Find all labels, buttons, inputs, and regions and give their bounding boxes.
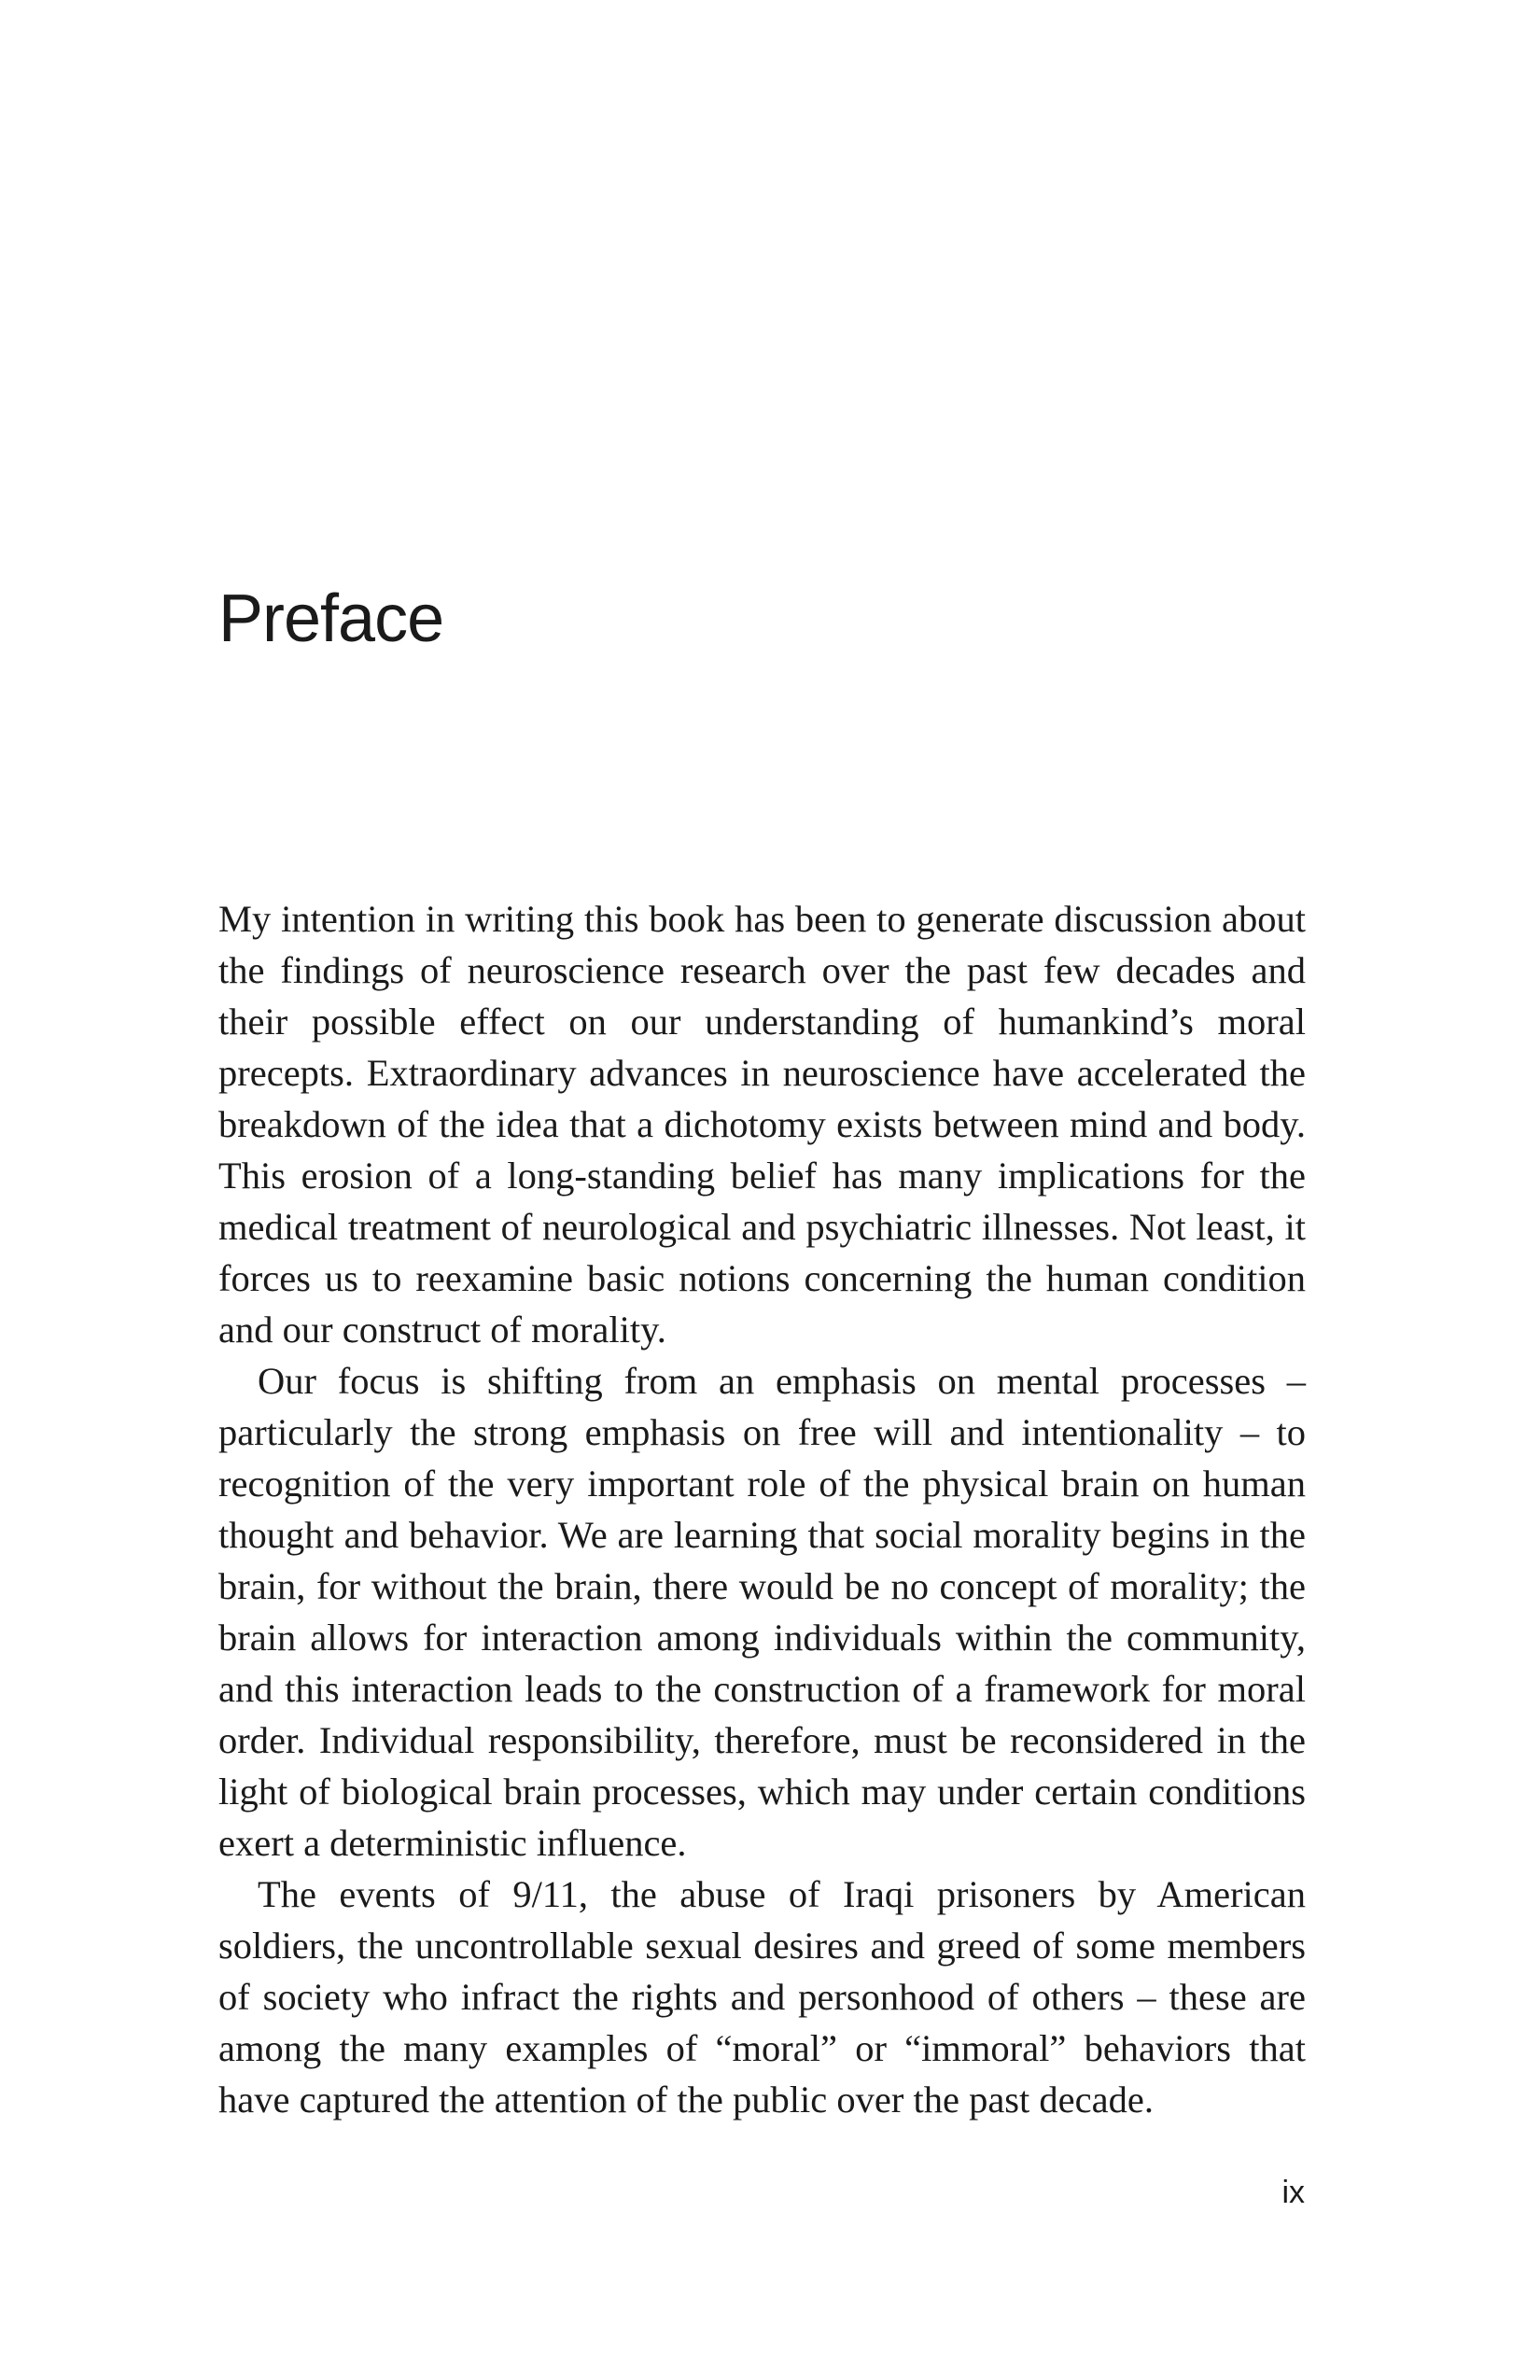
preface-body [218, 893, 1306, 2125]
paragraph-1: My intention in writing this book has been to generate discussion about the findings of neuroscience research over the past few decades and their possible effect on our understanding of humankind’s moral precepts. Extraordinary advances in neuroscience have accelerated the breakdown of the idea that a dichotomy exists between mind and body. This erosion of a long-standing belief has many implications for the medical treatment of neurological and psychiatric illnesses. Not least, it forces us to reexamine basic notions concerning the human condition and our construct of morality. [218, 898, 1306, 1351]
chapter-title: Preface [218, 581, 444, 656]
paragraph-3: The events of 9/11, the abuse of Iraqi prisoners by American soldiers, the uncontrollable sexual desires and greed of some members of society who infract the rights and personhood of others – these are among the many examples of “moral” or “immoral” behaviors that have captured the attention of the public over the past decade. [218, 1873, 1306, 2121]
page-number: ix [1281, 2175, 1305, 2210]
paragraph-2: Our focus is shifting from an emphasis on mental processes – particularly the strong emphasis on free will and intentionality – to recognition of the very important role of the physical brain on human thought and behavior. We are learning that social morality begins in the brain, for without the brain, there would be no concept of morality; the brain allows for interaction among individuals within the community, and this interaction leads to the construction of a framework for moral order. Individual responsibility, therefore, must be reconsidered in the light of biological brain processes, which may under certain conditions exert a deterministic influence. [218, 1360, 1306, 1864]
